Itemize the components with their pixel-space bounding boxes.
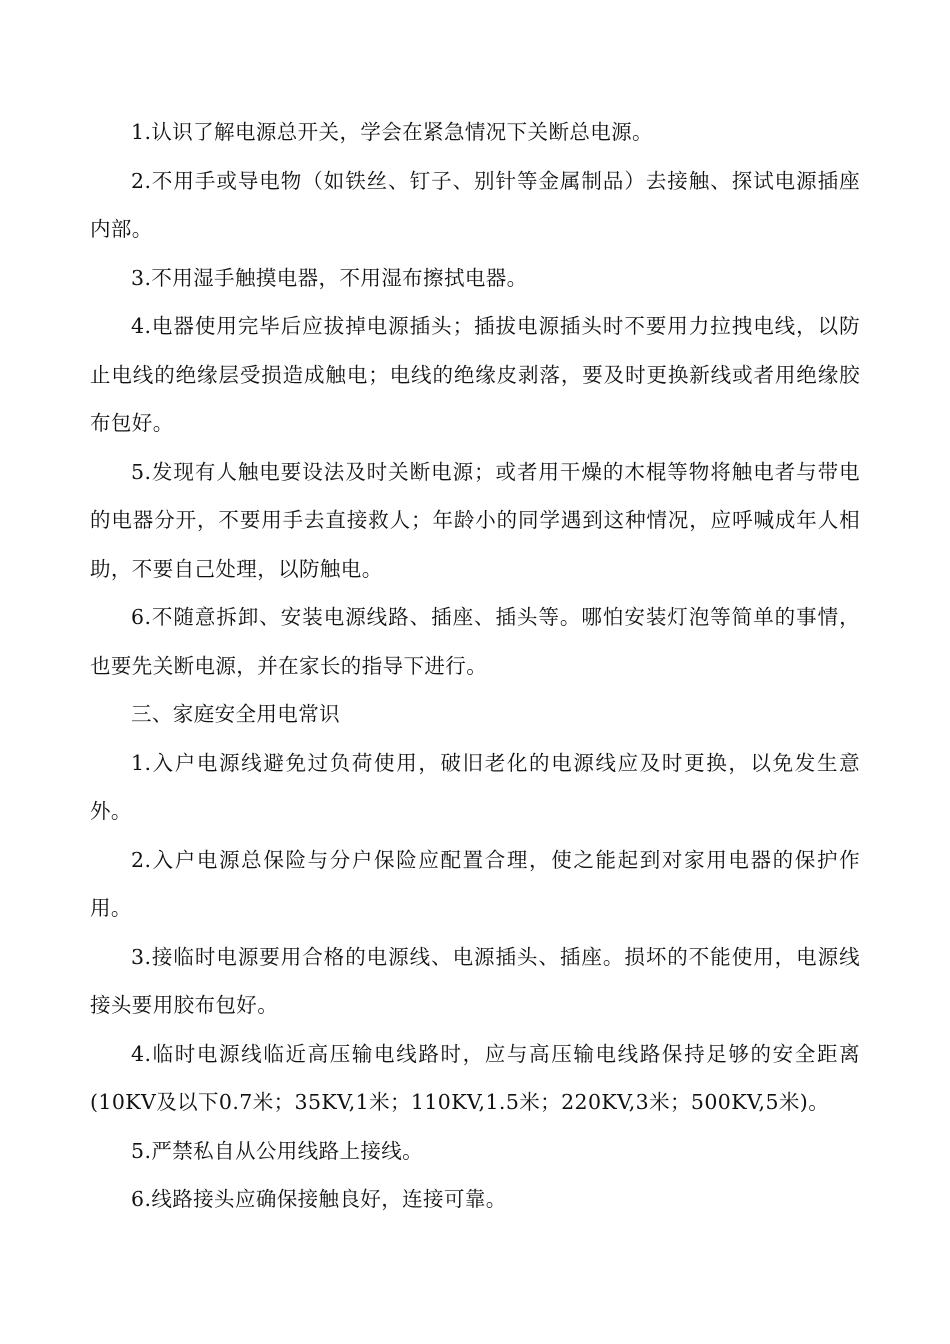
paragraph-item-4: 4.电器使用完毕后应拔掉电源插头；插拔电源插头时不要用力拉拽电线，以防止电线的绝缘层受损造成触电；电线的绝缘皮剥落，要及时更换新线或者用绝缘胶布包好。 <box>90 314 860 435</box>
paragraph-item-5: 5.发现有人触电要设法及时关断电源；或者用干燥的木棍等物将触电者与带电的电器分开，不要用手去直接救人；年龄小的同学遇到这种情况，应呼喊成年人相助，不要自己处理，以防触电。 <box>90 459 860 581</box>
paragraph-item-12: 6.线路接头应确保接触良好，连接可靠。 <box>131 1187 507 1211</box>
paragraph-item-1: 1.认识了解电源总开关，学会在紧急情况下关断总电源。 <box>131 120 653 144</box>
section-heading: 三、家庭安全用电常识 <box>131 702 340 726</box>
paragraph-item-7: 1.入户电源线避免过负荷使用，破旧老化的电源线应及时更换，以免发生意外。 <box>90 750 860 823</box>
paragraph-item-8: 2.入户电源总保险与分户保险应配置合理，使之能起到对家用电器的保护作用。 <box>90 847 860 920</box>
paragraph-item-10: 4.临时电源线临近高压输电线路时，应与高压输电线路保持足够的安全距离(10KV及以下0.7米；35KV,1米；110KV,1.5米；220KV,3米；500KV,5米)。 <box>90 1041 860 1114</box>
paragraph-item-3: 3.不用湿手触摸电器，不用湿布擦拭电器。 <box>131 265 528 290</box>
paragraph-item-9: 3.接临时电源要用合格的电源线、电源插头、插座。损坏的不能使用，电源线接头要用胶布包好。 <box>90 944 860 1017</box>
paragraph-item-11: 5.严禁私自从公用线路上接线。 <box>131 1138 424 1163</box>
paragraph-item-6: 6.不随意拆卸、安装电源线路、插座、插头等。哪怕安装灯泡等简单的事情，也要先关断电源，并在家长的指导下进行。 <box>90 605 860 678</box>
paragraph-item-2: 2.不用手或导电物（如铁丝、钉子、别针等金属制品）去接触、探试电源插座内部。 <box>90 168 860 241</box>
